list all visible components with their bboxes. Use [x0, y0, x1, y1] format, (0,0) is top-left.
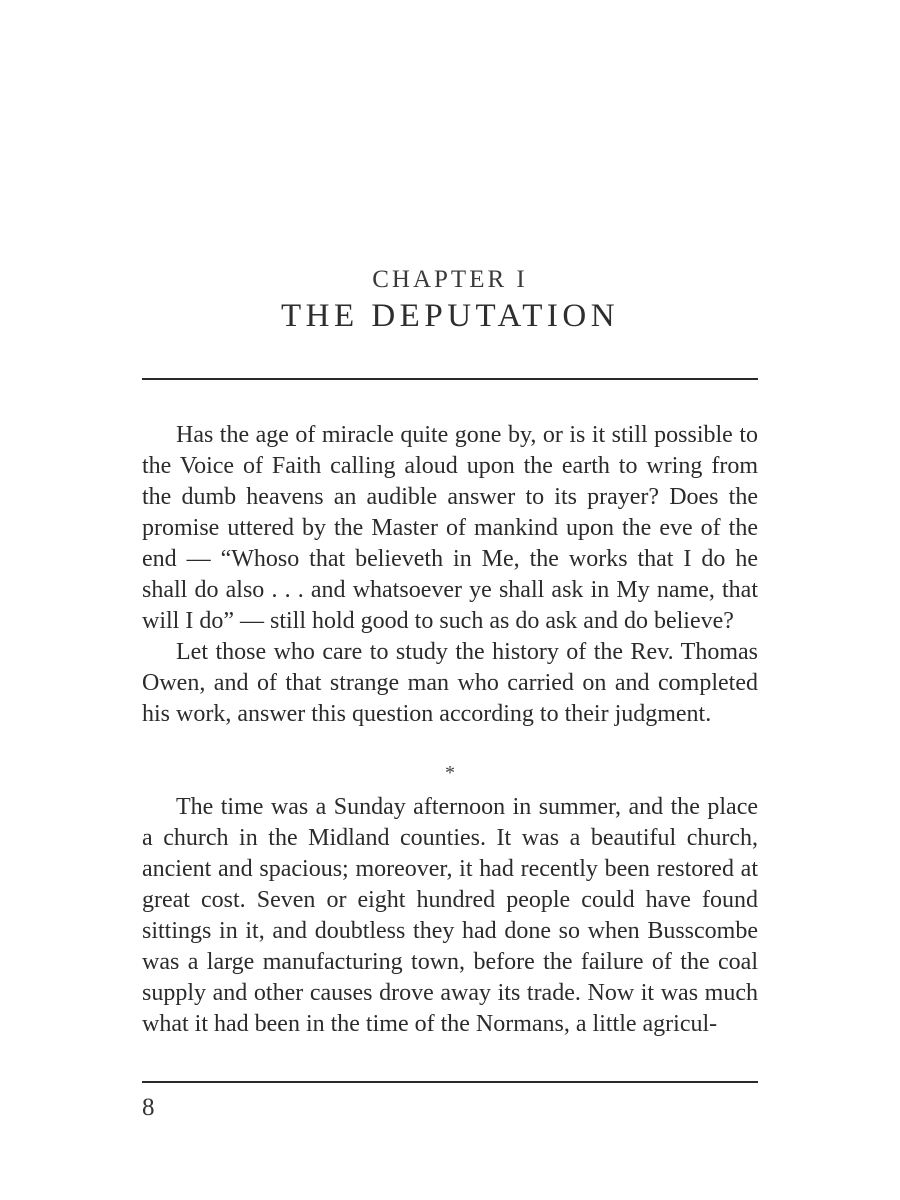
body-text-continued — [142, 792, 758, 1040]
paragraph: Has the age of miracle quite gone by, or is it still possible to the Voice of Faith calling aloud upon the earth to wring from the dumb heavens an audible answer to its prayer? Does the promise uttered by the Master of mankind upon the eve of the end — “Whoso that believeth in Me, the works that I do he shall do also . . . and whatsoever ye shall ask in My name, that will I do” — still hold good to such as do ask and do believe? — [142, 422, 758, 634]
header-rule — [142, 378, 758, 380]
paragraph: Let those who care to study the history of the Rev. Thomas Owen, and of that strange man who carried on and completed his work, answer this question according to their judgment. — [142, 639, 758, 727]
section-break-asterisk: * — [445, 762, 455, 784]
body-text-opening — [142, 420, 758, 730]
chapter-title: THE DEPUTATION — [280, 298, 620, 334]
paragraph: The time was a Sunday afternoon in summer, and the place a church in the Midland counties. It was a beautiful church, ancient and spacious; moreover, it had recently been restored at great cost. Seven or eight hundred people could have found sittings in it, and doubtless they had done so when Busscombe was a large manufacturing town, before the failure of the coal supply and other causes drove away its trade. Now it was much what it had been in the time of the Normans, a little agricul- — [142, 794, 758, 1037]
page-number: 8 — [142, 1094, 155, 1121]
chapter-number: CHAPTER I — [372, 266, 528, 293]
footer-rule — [142, 1081, 758, 1083]
